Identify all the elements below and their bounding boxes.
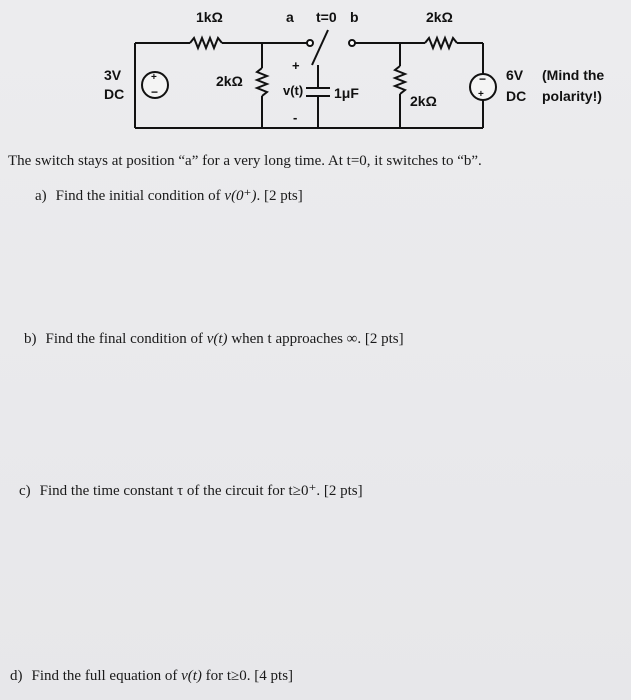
question-d-label: d) <box>10 668 23 684</box>
question-b-pre: Find the final condition of <box>45 331 207 347</box>
question-c-pre: Find the time constant τ of the circuit for t≥0⁺. [2 pts] <box>39 483 363 499</box>
resistor-r3 <box>395 66 405 94</box>
resistor-r4 <box>425 38 457 48</box>
resistor-r1 <box>190 38 222 48</box>
switch-b-label: b <box>350 9 359 25</box>
r3-label: 2kΩ <box>410 93 437 109</box>
cap-minus: - <box>293 110 298 125</box>
question-d-post: for t≥0. [4 pts] <box>201 668 294 684</box>
src-right-note-1: (Mind the <box>542 67 605 83</box>
cap-plus: + <box>292 58 300 73</box>
resistor-r2 <box>257 68 267 96</box>
question-a-label: a) <box>35 188 47 204</box>
src-left-value: 3V <box>104 67 122 83</box>
question-c <box>19 481 363 500</box>
r2-label: 2kΩ <box>216 73 243 89</box>
question-b-label: b) <box>24 331 37 347</box>
question-b-math: v(t) <box>206 331 228 347</box>
r1-label: 1kΩ <box>196 9 223 25</box>
question-b-post: when t approaches ∞. [2 pts] <box>227 331 404 347</box>
question-d <box>10 668 293 685</box>
switch-time-label: t=0 <box>316 9 337 25</box>
src-right-minus: − <box>479 72 487 86</box>
question-a-math: v(0⁺) <box>224 188 257 204</box>
r4-label: 2kΩ <box>426 9 453 25</box>
question-a <box>35 186 303 205</box>
question-c-label: c) <box>19 483 31 499</box>
problem-statement: The switch stays at position “a” for a very long time. At t=0, it switches to “b”. <box>8 153 482 169</box>
src-left-minus: − <box>151 85 159 99</box>
src-right-unit: DC <box>506 88 527 104</box>
question-a-pre: Find the initial condition of <box>55 188 225 204</box>
src-left-plus: + <box>151 72 157 83</box>
src-left-unit: DC <box>104 86 125 102</box>
question-a-post: . [2 pts] <box>256 188 303 204</box>
question-d-math: v(t) <box>181 668 202 684</box>
switch-blade <box>312 30 328 65</box>
question-b <box>24 331 404 348</box>
question-d-pre: Find the full equation of <box>31 668 182 684</box>
src-right-note-2: polarity!) <box>542 88 602 104</box>
src-right-plus: + <box>478 89 484 100</box>
src-right-value: 6V <box>506 67 524 83</box>
switch-a-label: a <box>286 9 294 25</box>
cap-voltage: v(t) <box>283 83 304 98</box>
circuit-diagram <box>0 0 631 140</box>
cap-value: 1μF <box>334 85 359 101</box>
